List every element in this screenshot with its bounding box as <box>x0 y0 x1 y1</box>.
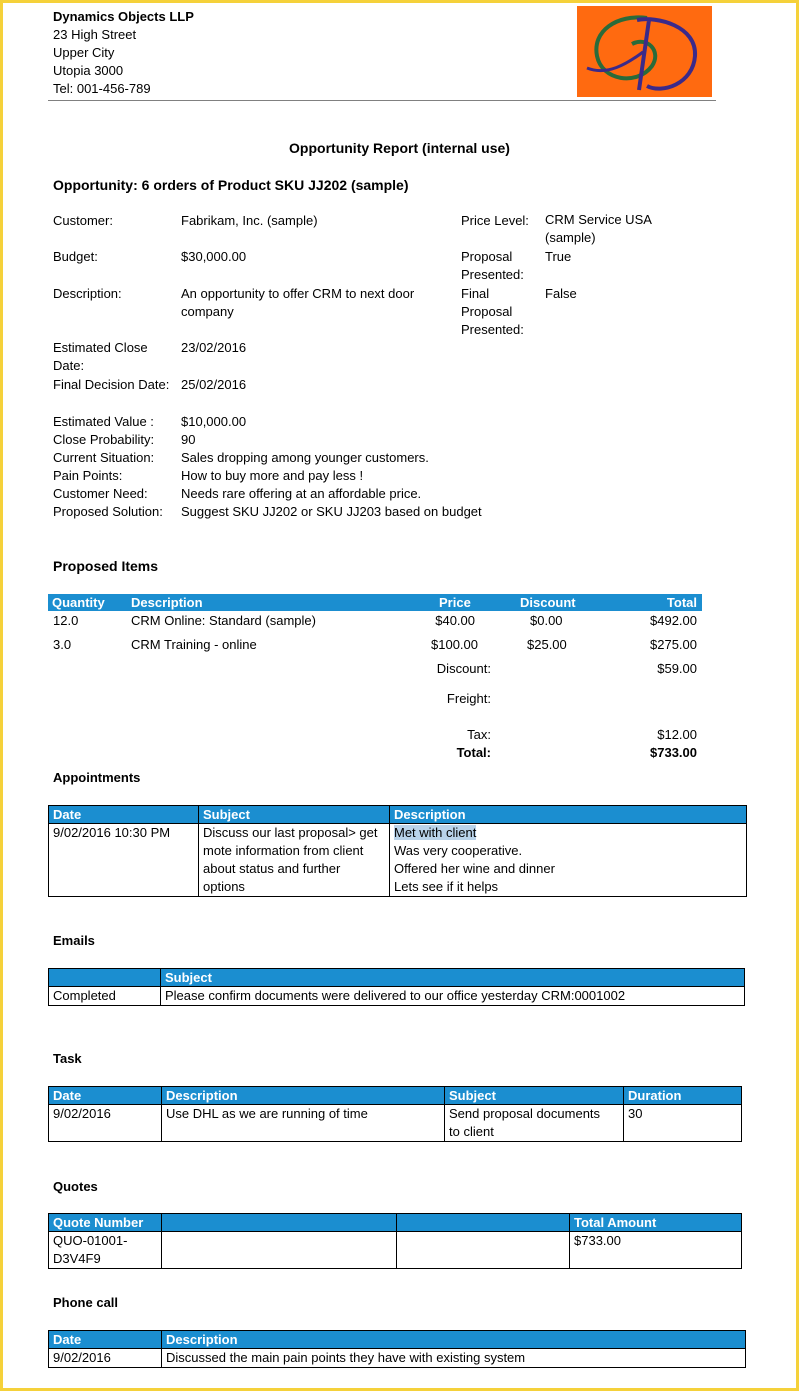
appointment-date: 9/02/2016 10:30 PM <box>49 824 199 897</box>
quote-number-line: D3V4F9 <box>53 1251 101 1266</box>
company-address-line: 23 High Street <box>53 27 137 42</box>
col-description: Description <box>162 1331 746 1349</box>
est-close-value: 23/02/2016 <box>181 340 247 355</box>
emails-table <box>48 968 745 1006</box>
table-row <box>49 987 745 1006</box>
col-description: Description <box>131 595 203 610</box>
task-duration: 30 <box>624 1105 742 1142</box>
emails-heading: Emails <box>53 933 95 948</box>
phone-call-table <box>48 1330 746 1368</box>
company-logo <box>577 6 712 97</box>
subject-line: mote information from client <box>203 843 364 858</box>
col-total: Total <box>666 595 697 610</box>
company-address-line: Utopia 3000 <box>53 63 124 78</box>
item-price: $40.00 <box>435 613 475 628</box>
price-level-label: Price Level: <box>461 213 529 228</box>
freight-label: Freight: <box>446 691 491 706</box>
col-date: Date <box>49 1087 162 1105</box>
label-line: Proposal <box>461 249 513 264</box>
col-subject: Subject <box>199 806 390 824</box>
description-line: Was very cooperative. <box>394 843 523 858</box>
label-line: Estimated Close <box>53 340 148 355</box>
phone-call-description: Discussed the main pain points they have with existing system <box>162 1349 746 1368</box>
proposal-presented-value: True <box>545 249 572 264</box>
task-heading: Task <box>53 1051 82 1066</box>
item-discount: $0.00 <box>530 613 563 628</box>
customer-need-label: Customer Need: <box>53 486 148 501</box>
pain-points-label: Pain Points: <box>53 468 123 483</box>
tax-value: $12.00 <box>657 727 697 742</box>
discount-total-value: $59.00 <box>657 661 697 676</box>
tax-label: Tax: <box>467 727 491 742</box>
col-quantity: Quantity <box>52 595 105 610</box>
final-proposal-value: False <box>545 286 577 301</box>
budget-value: $30,000.00 <box>181 249 247 264</box>
task-date: 9/02/2016 <box>49 1105 162 1142</box>
quotes-heading: Quotes <box>53 1179 98 1194</box>
email-subject: Please confirm documents were delivered to our office yesterday CRM:0001002 <box>161 987 745 1006</box>
estimated-value-label: Estimated Value : <box>53 414 154 429</box>
budget-label: Budget: <box>53 249 98 264</box>
item-total: $492.00 <box>650 613 697 628</box>
opportunity-heading: Opportunity: 6 orders of Product SKU JJ202 (sample) <box>53 177 409 193</box>
pain-points: How to buy more and pay less ! <box>181 468 364 483</box>
table-row <box>49 1105 742 1142</box>
col-description: Description <box>390 806 747 824</box>
col-subject: Subject <box>445 1087 624 1105</box>
item-quantity: 3.0 <box>53 637 72 652</box>
subject-line: Discuss our last proposal> get <box>203 825 378 840</box>
subject-line: to client <box>449 1124 494 1139</box>
proposed-items-heading: Proposed Items <box>53 558 159 574</box>
quote-total-amount: $733.00 <box>570 1232 742 1269</box>
item-price: $100.00 <box>431 637 478 652</box>
col-description: Description <box>162 1087 445 1105</box>
description-line: company <box>181 304 234 319</box>
description-line: Lets see if it helps <box>394 879 499 894</box>
item-description: CRM Online: Standard (sample) <box>131 613 316 628</box>
quote-empty-cell <box>397 1232 570 1269</box>
value-line: CRM Service USA <box>545 212 652 227</box>
proposal-presented-label <box>461 248 524 284</box>
customer-need: Needs rare offering at an affordable price. <box>181 486 422 501</box>
report-title: Opportunity Report (internal use) <box>289 140 510 156</box>
quote-empty-cell <box>162 1232 397 1269</box>
grand-total-label: Total: <box>456 745 491 760</box>
appointment-description <box>390 824 747 897</box>
item-total: $275.00 <box>650 637 697 652</box>
final-decision-value: 25/02/2016 <box>181 377 247 392</box>
close-probability: 90 <box>181 432 196 447</box>
table-row <box>49 1232 742 1269</box>
phone-call-heading: Phone call <box>53 1295 119 1310</box>
quote-number-line: QUO-01001- <box>53 1233 128 1248</box>
quote-number <box>49 1232 162 1269</box>
value-line: (sample) <box>545 230 596 245</box>
final-decision-label: Final Decision Date: <box>53 377 170 392</box>
description-line: Offered her wine and dinner <box>394 861 555 876</box>
header-divider <box>48 100 716 101</box>
phone-call-date: 9/02/2016 <box>49 1349 162 1368</box>
quotes-table <box>48 1213 742 1269</box>
appointments-table <box>48 805 747 897</box>
col-duration: Duration <box>624 1087 742 1105</box>
company-tel: Tel: 001-456-789 <box>53 81 151 96</box>
subject-line: options <box>203 879 245 894</box>
close-probability-label: Close Probability: <box>53 432 155 447</box>
task-table <box>48 1086 742 1142</box>
col-blank <box>397 1214 570 1232</box>
final-proposal-label <box>461 285 524 339</box>
col-discount: Discount <box>520 595 576 610</box>
description-value <box>181 285 414 321</box>
discount-total-label: Discount: <box>436 661 491 676</box>
label-line: Proposal <box>461 304 513 319</box>
item-discount: $25.00 <box>527 637 567 652</box>
highlighted-text: Met with client <box>394 825 477 840</box>
label-line: Final <box>461 286 490 301</box>
label-line: Presented: <box>461 322 524 337</box>
col-status <box>49 969 161 987</box>
label-line: Presented: <box>461 267 524 282</box>
customer-label: Customer: <box>53 213 113 228</box>
current-situation-label: Current Situation: <box>53 450 155 465</box>
col-date: Date <box>49 1331 162 1349</box>
customer-value: Fabrikam, Inc. (sample) <box>181 213 318 228</box>
col-total-amount: Total Amount <box>570 1214 742 1232</box>
email-status: Completed <box>49 987 161 1006</box>
price-level-value <box>545 211 652 247</box>
subject-line: about status and further <box>203 861 341 876</box>
col-date: Date <box>49 806 199 824</box>
company-address-line: Upper City <box>53 45 115 60</box>
label-line: Date: <box>53 358 85 373</box>
company-block <box>53 8 194 98</box>
task-description: Use DHL as we are running of time <box>162 1105 445 1142</box>
appointment-subject <box>199 824 390 897</box>
col-price: Price <box>439 595 471 610</box>
proposed-items-header <box>48 594 702 611</box>
description-line: An opportunity to offer CRM to next door <box>181 286 415 301</box>
col-blank <box>162 1214 397 1232</box>
description-label: Description: <box>53 286 122 301</box>
grand-total-value: $733.00 <box>650 745 697 760</box>
col-quote-number: Quote Number <box>49 1214 162 1232</box>
task-subject <box>445 1105 624 1142</box>
item-quantity: 12.0 <box>53 613 79 628</box>
table-row <box>49 824 747 897</box>
subject-line: Send proposal documents <box>449 1106 601 1121</box>
company-name: Dynamics Objects LLP <box>53 9 194 24</box>
proposed-solution: Suggest SKU JJ202 or SKU JJ203 based on budget <box>181 504 482 519</box>
est-close-label <box>53 339 148 375</box>
extra-labels <box>53 413 163 521</box>
appointments-heading: Appointments <box>53 770 141 785</box>
item-description: CRM Training - online <box>131 637 257 652</box>
current-situation: Sales dropping among younger customers. <box>181 450 429 465</box>
estimated-value: $10,000.00 <box>181 414 247 429</box>
proposed-solution-label: Proposed Solution: <box>53 504 163 519</box>
extra-values <box>181 413 482 521</box>
col-subject: Subject <box>161 969 745 987</box>
table-row <box>49 1349 746 1368</box>
